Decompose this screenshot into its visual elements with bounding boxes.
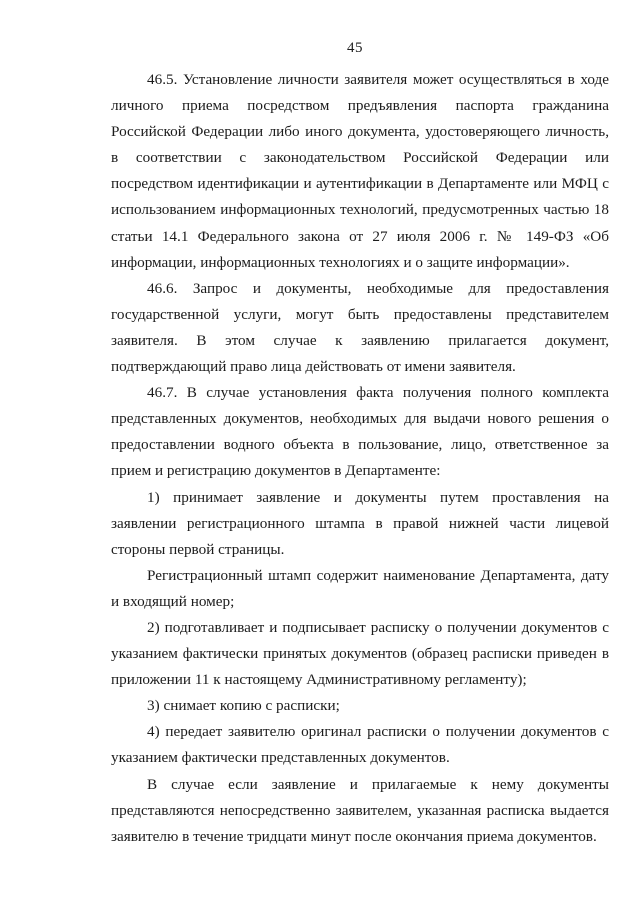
list-item-4: 4) передает заявителю оригинал расписки о получении документов с указанием фактически представленных документов. (111, 723, 609, 767)
paragraph-46-5: 46.5. Установление личности заявителя может осуществляться в ходе личного приема посредством предъявления паспорта гражданина Российской Федерации либо иного документа, удостоверяющего личность, в соответствии с законодательством Российской Федерации или посредством идентификации и аутентификации в Департаменте или МФЦ с использованием информационных технологий, предусмотренных частью 18 статьи 14.1 Федерального закона от 27 июля 2006 г. № 149-ФЗ «Об информации, информационных технологиях и о защите информации». (111, 71, 609, 271)
list-item-1: 1) принимает заявление и документы путем проставления на заявлении регистрационного штампа в правой нижней части лицевой стороны первой страницы. (111, 488, 609, 558)
paragraph-46-7: 46.7. В случае установления факта получения полного комплекта представленных документов, необходимых для выдачи нового решения о предоставлении водного объекта в пользование, лицо, ответственное за прием и регистрацию документов в Департаменте: (111, 384, 609, 480)
stamp-description: Регистрационный штамп содержит наименование Департамента, дату и входящий номер; (111, 566, 609, 610)
document-body (111, 67, 609, 850)
closing-paragraph: В случае если заявление и прилагаемые к нему документы представляются непосредственно заявителем, указанная расписка выдается заявителю в течение тридцати минут после окончания приема документов. (111, 775, 609, 845)
list-item-3: 3) снимает копию с расписки; (147, 697, 340, 715)
page-number: 45 (347, 40, 363, 56)
paragraph-46-6: 46.6. Запрос и документы, необходимые для предоставления государственной услуги, могут быть предоставлены представителем заявителя. В этом случае к заявлению прилагается документ, подтверждающий право лица действовать от имени заявителя. (111, 279, 609, 376)
list-item-2: 2) подготавливает и подписывает расписку о получении документов с указанием фактически принятых документов (образец расписки приведен в приложении 11 к настоящему Административному регламенту); (111, 618, 609, 689)
